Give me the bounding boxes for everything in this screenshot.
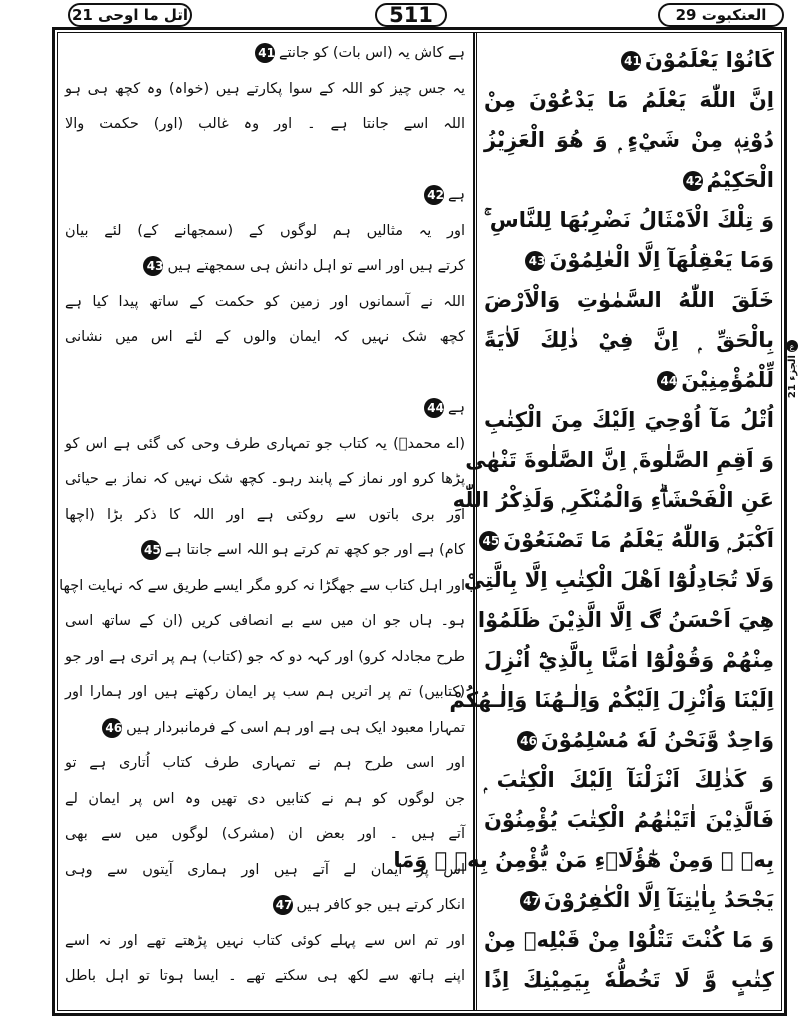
ruku-marker-icon: ع <box>786 340 798 352</box>
urdu-line <box>65 677 465 707</box>
arabic-line <box>484 720 774 760</box>
arabic-line-text: كِتٰبٍ وَّ لَا تَخُطُّهٗ بِيَمِيْنِكَ اِذًا <box>484 968 774 992</box>
urdu-line-text: جن لوگوں کو ہم نے کتابیں دی تھیں وہ اس پر ایمان لے <box>65 790 465 807</box>
arabic-line <box>484 360 774 400</box>
urdu-line-text: اپنے ہاتھ سے لکھ ہی سکتے تھے ۔ ایسا ہوتا تو اہل باطل <box>65 968 465 984</box>
urdu-line <box>65 464 465 494</box>
arabic-line <box>463 560 774 600</box>
arabic-line <box>484 280 774 320</box>
urdu-line-text: (کتابیں) تم پر اتریں ہم سب پر ایمان رکھتے ہیں اور ہمارا اور <box>65 684 465 700</box>
verse-number-marker: 44 <box>657 371 677 391</box>
arabic-line <box>484 760 774 800</box>
arabic-line-text: خَلَقَ اللّٰهُ السَّمٰوٰتِ وَالْاَرْضَ <box>484 288 774 312</box>
arabic-line-text: مِنْهُمْ وَقُوْلُوْٓا اٰمَنَّا بِالَّذِيْٓ اُنْزِلَ <box>484 648 774 672</box>
verse-number-marker: 43 <box>143 256 163 276</box>
urdu-line-text: کرتے ہیں اور اسے تو اہل دانش ہی سمجھتے ہیں <box>167 258 465 274</box>
verse-number-marker: 41 <box>255 43 275 63</box>
urdu-line-text: طرح مجادلہ کرو) اور کہہ دو کہ جو (کتاب) ہم پر اتری ہے اور جو <box>65 648 465 665</box>
arabic-line-text: اِلَيْنَا وَاُنْزِلَ اِلَيْكُمْ وَاِلٰـهُنَا وَاِلٰـهُكُمْ <box>449 688 774 712</box>
urdu-line-text: اور اہل کتاب سے جھگڑا نہ کرو مگر ایسے طریق سے کہ نہایت اچھا <box>59 577 465 594</box>
urdu-line-text: ہے کاش یہ (اس بات) کو جانتے <box>278 45 465 61</box>
arabic-line <box>393 840 774 880</box>
urdu-line-text: یہ جس چیز کو اللہ کے سوا پکارتے ہیں (خواہ) وہ کچھ ہی ہو <box>65 80 465 97</box>
juz-header: اتل ما اوحی 21 <box>68 3 192 27</box>
arabic-line <box>484 880 774 920</box>
urdu-line-text: آتے ہیں ۔ اور بعض ان (مشرک) لوگوں میں سے بھی <box>65 826 465 842</box>
urdu-line <box>65 961 465 991</box>
urdu-line <box>65 109 465 139</box>
verse-number-marker: 43 <box>525 251 545 271</box>
urdu-line <box>65 606 465 636</box>
arabic-line-text: وَ كَذٰلِكَ اَنْزَلْنَآ اِلَيْكَ الْكِتٰبَ ۭ <box>484 768 774 792</box>
urdu-line <box>65 784 465 814</box>
arabic-line-text: الْحَكِيْمُ <box>706 168 774 192</box>
urdu-line <box>65 855 465 885</box>
urdu-line-text: ہو۔ ہاں جو ان میں سے بے انصافی کریں (ان کے ساتھ اسی <box>65 613 465 629</box>
verse-number-marker: 42 <box>683 171 703 191</box>
surah-header: العنکبوت 29 <box>658 3 784 27</box>
arabic-line-text: بِالْحَقِّ ۭ اِنَّ فِيْ ذٰلِكَ لَاٰيَةً <box>484 328 774 352</box>
urdu-line <box>65 322 465 352</box>
urdu-line <box>65 890 465 920</box>
verse-number-marker: 42 <box>424 185 444 205</box>
arabic-line-text: وَ اَقِمِ الصَّلٰوةَ ۭ اِنَّ الصَّلٰوةَ تَنْهٰى <box>465 448 774 472</box>
juz-side-marker <box>785 340 799 430</box>
arabic-line-text: بِهٖ ۚ وَمِنْ هٰٓؤُلَاۗءِ مَنْ يُّؤْمِنُ بِهٖ ۭ وَمَا <box>393 848 774 872</box>
urdu-line <box>65 74 465 104</box>
urdu-line-text: پڑھا کرو اور نماز کے پابند رہو۔ کچھ شک نہیں کہ نماز بے حیائی <box>65 471 465 487</box>
arabic-line-text: هِيَ اَحْسَنُ ڰ اِلَّا الَّذِيْنَ ظَلَمُوْا <box>477 608 774 632</box>
arabic-line <box>484 200 774 240</box>
arabic-line <box>484 320 774 360</box>
urdu-line-text: اللہ نے آسمانوں اور زمین کو حکمت کے ساتھ پیدا کیا ہے <box>65 293 465 310</box>
verse-number-marker: 46 <box>517 731 537 751</box>
arabic-line-text: وَاحِدٌ وَّنَحْنُ لَهٗ مُسْلِمُوْنَ <box>540 728 774 752</box>
arabic-line-text: وَ مَا كُنْتَ تَتْلُوْا مِنْ قَبْلِهٖ مِنْ <box>484 928 774 952</box>
arabic-line <box>484 240 774 280</box>
urdu-line-text: ہے <box>448 400 465 416</box>
verse-number-marker: 47 <box>520 891 540 911</box>
urdu-line-text: اللہ اسے جانتا ہے ۔ اور وہ غالب (اور) حکمت والا <box>65 116 465 132</box>
urdu-line <box>65 180 465 210</box>
urdu-line <box>65 926 465 956</box>
urdu-line <box>65 429 465 459</box>
arabic-line <box>452 480 774 520</box>
arabic-line <box>477 600 774 640</box>
urdu-line <box>59 571 465 601</box>
verse-number-marker: 45 <box>141 540 161 560</box>
arabic-line-text: اِنَّ اللّٰهَ يَعْلَمُ مَا يَدْعُوْنَ مِنْ <box>484 88 774 112</box>
urdu-line <box>65 145 465 175</box>
arabic-line-text: لِّلْمُؤْمِنِيْنَ <box>681 368 774 392</box>
urdu-line <box>65 287 465 317</box>
arabic-line-text: اُتْلُ مَآ اُوْحِيَ اِلَيْكَ مِنَ الْكِتٰبِ <box>484 408 774 432</box>
arabic-line-text: اَكْبَرُ ۭ وَاللّٰهُ يَعْلَمُ مَا تَصْنَعُوْنَ <box>503 528 774 552</box>
urdu-line <box>65 500 465 530</box>
urdu-line <box>65 358 465 388</box>
urdu-line-text: انکار کرتے ہیں جو کافر ہیں <box>296 897 465 913</box>
urdu-line-text: اور اسی طرح ہم نے تمہاری طرف کتاب اُتاری ہے تو <box>65 755 465 771</box>
arabic-line-text: وَ تِلْكَ الْاَمْثَالُ نَضْرِبُهَا لِلنَّاسِ ۚ <box>484 208 774 232</box>
arabic-line <box>484 80 774 120</box>
urdu-line-text: تمہارا معبود ایک ہی ہے اور ہم اسی کے فرمانبردار ہیں <box>126 719 465 736</box>
arabic-line-text: فَالَّذِيْنَ اٰتَيْنٰهُمُ الْكِتٰبَ يُؤْمِنُوْنَ <box>484 808 774 832</box>
arabic-line-text: وَمَا يَعْقِلُهَآ اِلَّا الْعٰلِمُوْنَ <box>549 248 774 272</box>
urdu-line-text: ہے <box>448 187 465 203</box>
urdu-line-text: اس پر ایمان لے آتے ہیں اور ہماری آیتوں سے وہی <box>65 861 465 878</box>
urdu-line-text: اور تم اس سے پہلے کوئی کتاب نہیں پڑھتے تھے اور نہ اسے <box>65 932 465 949</box>
arabic-line <box>484 800 774 840</box>
urdu-line-text: اور یہ مثالیں ہم لوگوں کے (سمجھانے کے) لئے بیان <box>65 222 465 239</box>
urdu-line-text: اور بری باتوں سے روکتی ہے اور اللہ کا ذکر بڑا (اچھا <box>65 506 465 523</box>
urdu-line-text: (اے محمدؐ) یہ کتاب جو تمہاری طرف وحی کی گئی ہے اس کو <box>65 435 465 452</box>
arabic-line <box>484 640 774 680</box>
urdu-line <box>65 535 465 565</box>
urdu-line-text: کچھ شک نہیں کہ ایمان والوں کے لئے اس میں نشانی <box>65 329 465 345</box>
verse-number-marker: 44 <box>424 398 444 418</box>
arabic-line <box>484 920 774 960</box>
urdu-line <box>65 748 465 778</box>
arabic-line <box>484 160 774 200</box>
urdu-line <box>65 642 465 672</box>
urdu-line <box>65 393 465 423</box>
verse-number-marker: 46 <box>102 718 122 738</box>
urdu-line <box>65 819 465 849</box>
arabic-line-text: عَنِ الْفَحْشَاۗءِ وَالْمُنْكَرِ ۭ وَلَذِكْرُ اللّٰهِ <box>452 488 774 512</box>
arabic-line <box>484 400 774 440</box>
verse-number-marker: 45 <box>479 531 499 551</box>
urdu-line <box>65 713 465 743</box>
arabic-line <box>484 120 774 160</box>
arabic-line <box>484 40 774 80</box>
urdu-line <box>65 251 465 281</box>
arabic-line-text: دُوْنِهٖ مِنْ شَيْءٍ ۭ وَ هُوَ الْعَزِيْزُ <box>484 128 774 152</box>
arabic-line <box>449 680 774 720</box>
arabic-line-text: يَجْحَدُ بِاٰيٰتِنَآ اِلَّا الْكٰفِرُوْنَ <box>543 888 774 912</box>
arabic-line-text: كَانُوْا يَعْلَمُوْنَ <box>644 48 774 72</box>
arabic-line <box>484 520 774 560</box>
verse-number-marker: 41 <box>621 51 641 71</box>
arabic-line <box>484 960 774 1000</box>
juz-side-label: الجزء 21 <box>786 355 798 399</box>
urdu-line <box>65 38 465 68</box>
arabic-line-text: وَلَا تُجَادِلُوْٓا اَهْلَ الْكِتٰبِ اِلَّا بِالَّتِيْ <box>463 568 774 592</box>
verse-number-marker: 47 <box>273 895 293 915</box>
arabic-line <box>465 440 774 480</box>
page-number: 511 <box>375 3 447 27</box>
urdu-line <box>65 216 465 246</box>
urdu-line-text: کام) ہے اور جو کچھ تم کرتے ہو اللہ اسے جانتا ہے <box>164 542 465 558</box>
